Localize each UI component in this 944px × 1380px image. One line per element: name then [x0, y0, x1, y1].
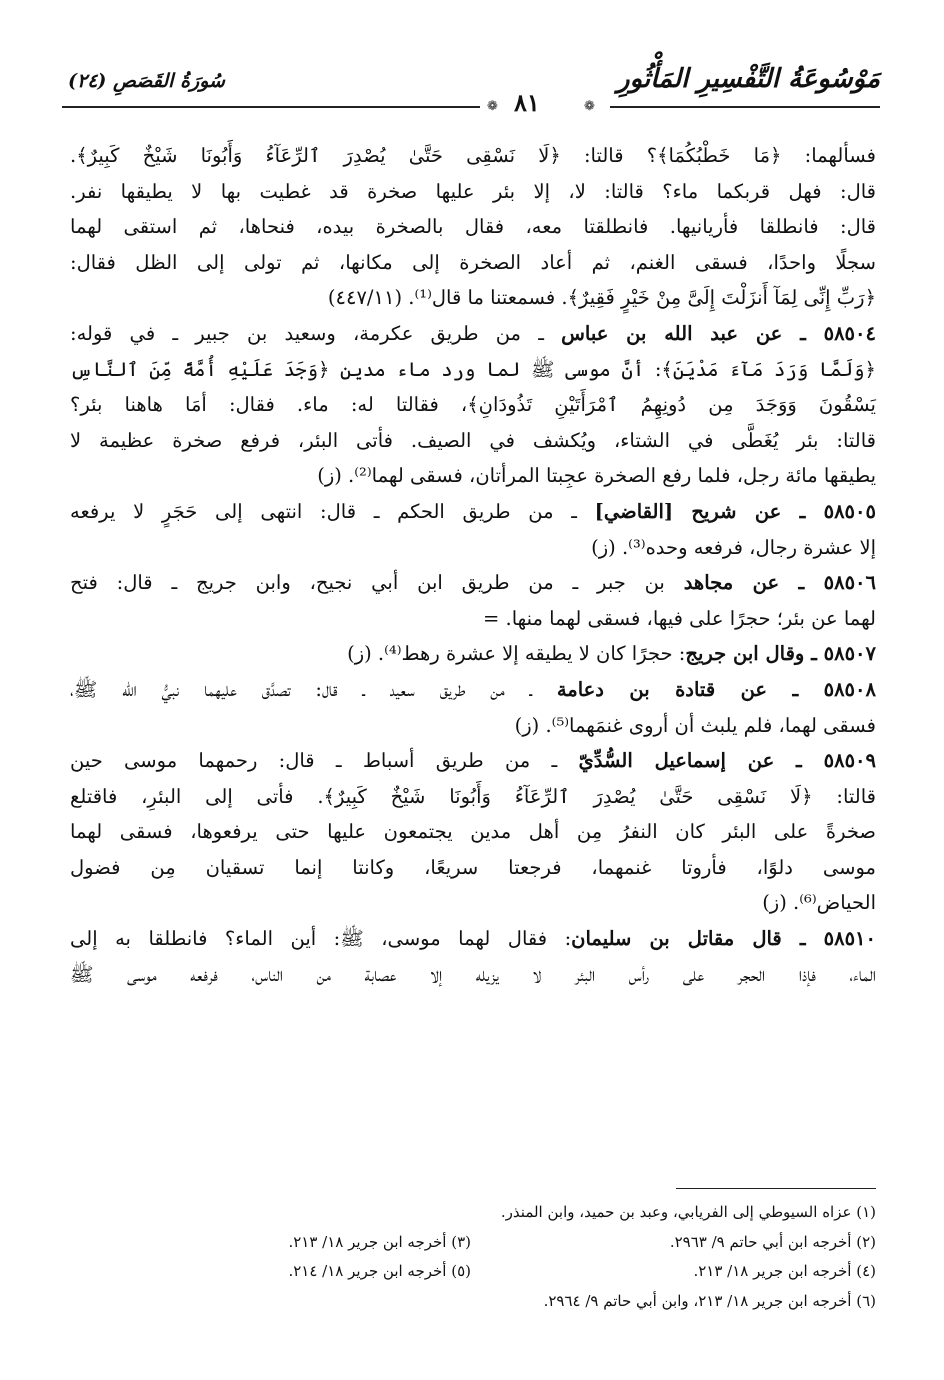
text-span: لهما عن بئر؛ حجرًا على فيها، فسقى لهما منها. =	[482, 606, 876, 630]
text-span: فسقى لهما، فلم يلبث أن أروى غنمَهما⁽⁵⁾. (ز)	[514, 713, 876, 737]
text-line	[70, 245, 876, 281]
text-line	[70, 565, 876, 601]
surah-label: سُورَةُ القَصَصِ (٢٤)	[68, 70, 225, 92]
text-span: ـ من طريق أسباط ـ قال: رحمهما موسى حين	[70, 749, 579, 773]
text-line	[70, 352, 876, 388]
narrator-name: مقاتل بن سليمان	[571, 927, 735, 951]
footnote: (٢) أخرجه ابن أبي حاتم ٩/ ٢٩٦٣.	[669, 1232, 876, 1251]
narrator-name: ٥٨٥٠٤ ـ عن	[738, 321, 876, 345]
narrator-name: ٥٨٥١٠ ـ قال	[734, 927, 876, 951]
narrator-name: إسماعيل السُّدِّيّ	[578, 749, 726, 773]
text-line	[70, 636, 876, 672]
footnote-separator	[676, 1188, 876, 1189]
narrator-name: قتادة بن دعامة	[556, 677, 716, 701]
text-span: موسى دلوًا، فأروتا غنمهما، فرجعتا سريعًا، وكانتا إنما تسقيان مِن فضول	[70, 855, 876, 879]
text-line	[70, 387, 876, 423]
text-line	[70, 316, 876, 352]
text-span: : حجرًا كان لا يطيقه إلا عشرة رهط⁽⁴⁾. (ز)	[347, 642, 686, 666]
text-span: ـ من طريق سعيد ـ قال: تصدَّق عليهما نبيُّ الله ﷺ،	[70, 677, 557, 701]
text-span: قال: فهل قربكما ماء؟ قالتا: لا، إلا بئر عليها صخرة قد غطيت بها لا يطيقها نفر.	[70, 179, 876, 203]
narrator-name: ٥٨٥٠٦ ـ عن	[733, 571, 877, 595]
text-line	[70, 494, 876, 530]
text-span: ﴿وَلَمَّا وَرَدَ مَآءَ مَدْيَنَ﴾: أنَّ موسى ﷺ لما ورد ماء مدين ﴿وَجَدَ عَلَيْهِ أُمَّةً مِّنَ ٱلنَّاسِ	[70, 357, 876, 381]
ornament-icon: ❁	[584, 99, 595, 114]
text-span: قالتا: ﴿لَا نَسْقِى حَتَّىٰ يُصْدِرَ ٱلرِّعَآءُ وَأَبُونَا شَيْخٌ كَبِيرٌ﴾. فأتى إلى البئرِ، فاقتلع	[70, 784, 876, 808]
text-line	[70, 814, 876, 850]
text-line	[70, 779, 876, 815]
text-span: سجلًا واحدًا، فسقى الغنم، ثم أعاد الصخرة إلى مكانها، ثم تولى إلى الظل فقال:	[70, 250, 876, 274]
text-line	[70, 921, 876, 957]
book-title: مَوْسُوعَةُ التَّفْسِيرِ المَأْثُورِ	[617, 64, 880, 94]
text-line	[70, 957, 876, 993]
text-line	[70, 174, 876, 210]
narrator-name: ٥٨٥٠٧ ـ وقال	[758, 642, 876, 666]
footnotes	[110, 1198, 876, 1316]
footnote: (٥) أخرجه ابن جرير ١٨/ ٢١٤.	[288, 1262, 471, 1280]
text-line	[70, 209, 876, 245]
text-span: يَسْقُونَ وَوَجَدَ مِن دُونِهِمُ ٱمْرَأَتَيْنِ تَذُودَانِ﴾، فقالتا له: ماء. فقال: أمَا هاهنا بئر؟	[70, 393, 876, 417]
footnote: (٦) أخرجه ابن جرير ١٨/ ٢١٣، وابن أبي حاتم ٩/ ٢٩٦٤.	[543, 1291, 876, 1310]
text-span: ـ من طريق عكرمة، وسعيد بن جبير ـ في قوله:	[70, 321, 562, 345]
footnote-row	[110, 1228, 876, 1258]
text-span: فسألهما: ﴿مَا خَطْبُكُمَا﴾؟ قالتا: ﴿لَا نَسْقِى حَتَّىٰ يُصْدِرَ ٱلرِّعَآءُ وَأَبُونَا شَيْخٌ كَبِيرٌ﴾.	[70, 144, 876, 167]
text-line	[70, 423, 876, 459]
narrator-name: مجاهد	[683, 571, 734, 595]
text-span: : فقال لهما موسى، ﷺ: أين الماء؟ فانطلقا به إلى	[70, 927, 572, 951]
header-rule	[62, 106, 480, 108]
text-line	[70, 280, 876, 316]
text-line	[70, 743, 876, 779]
footnote: (١) عزاه السيوطي إلى الفريابي، وعبد بن حميد، وابن المنذر.	[500, 1203, 876, 1221]
text-span: الماء، فإذا الحجر على رأس البئر لا يزيله إلا عصابة من الناس، فرفعه موسى ﷺ	[70, 962, 876, 986]
header-rule	[610, 106, 880, 108]
footnote: (٣) أخرجه ابن جرير ١٨/ ٢١٣.	[288, 1232, 471, 1251]
footnote: (٤) أخرجه ابن جرير ١٨/ ٢١٣.	[693, 1262, 876, 1280]
page-header	[62, 62, 880, 118]
text-span: قال: فانطلقا فأريانيها. فانطلقتا معه، فقال بالصخرة بيده، فنحاها، ثم استقى لهما	[70, 215, 876, 239]
narrator-name: ابن جريج	[685, 642, 759, 666]
text-line	[70, 458, 876, 494]
text-span: يطيقها مائة رجل، فلما رفع الصخرة عجِبتا المرأتان، فسقى لهما⁽²⁾. (ز)	[317, 464, 876, 488]
footnote-row	[110, 1257, 876, 1287]
text-span: قالتا: بئر يُغَطَّى في الشتاء، ويُكشف في الصيف. فأتى البئر، فرفع صخرة عظيمة لا	[70, 428, 876, 452]
text-line	[70, 530, 876, 566]
body-text	[70, 138, 876, 992]
ornament-icon: ❁	[487, 99, 498, 114]
text-line	[70, 850, 876, 886]
text-span: بن جبر ـ من طريق ابن أبي نجيح، وابن جريج ـ قال: فتح	[70, 571, 684, 595]
narrator-name: ٥٨٥٠٨ ـ عن	[715, 677, 876, 701]
text-line	[70, 885, 876, 921]
footnote-row	[110, 1198, 876, 1228]
text-line	[70, 708, 876, 744]
text-line	[70, 601, 876, 637]
text-span: الحياض⁽⁶⁾. (ز)	[762, 891, 876, 915]
text-line	[70, 138, 876, 174]
text-span: إلا عشرة رجال، فرفعه وحده⁽³⁾. (ز)	[591, 535, 876, 559]
narrator-name: عبد الله بن عباس	[561, 321, 739, 345]
narrator-name: ٥٨٥٠٩ ـ عن	[725, 749, 876, 773]
narrator-name: شريح [القاضي]	[594, 499, 737, 523]
text-span: صخرةً على البئر كان النفرُ مِن أهل مدين يجتمعون عليها حتى يرفعوها، فسقى لهما	[70, 820, 876, 844]
text-span: ﴿رَبِّ إِنِّى لِمَآ أَنزَلْتَ إِلَىَّ مِنْ خَيْرٍ فَقِيرٌ﴾. فسمعتنا ما قال⁽¹⁾. (٤٤٧/١١)	[327, 286, 876, 310]
page-number: ٨١	[514, 88, 540, 117]
narrator-name: ٥٨٥٠٥ ـ عن	[736, 499, 876, 523]
text-span: ـ من طريق الحكم ـ قال: انتهى إلى حَجَرٍ لا يرفعه	[70, 499, 595, 523]
footnote-row	[110, 1287, 876, 1317]
text-line	[70, 672, 876, 708]
